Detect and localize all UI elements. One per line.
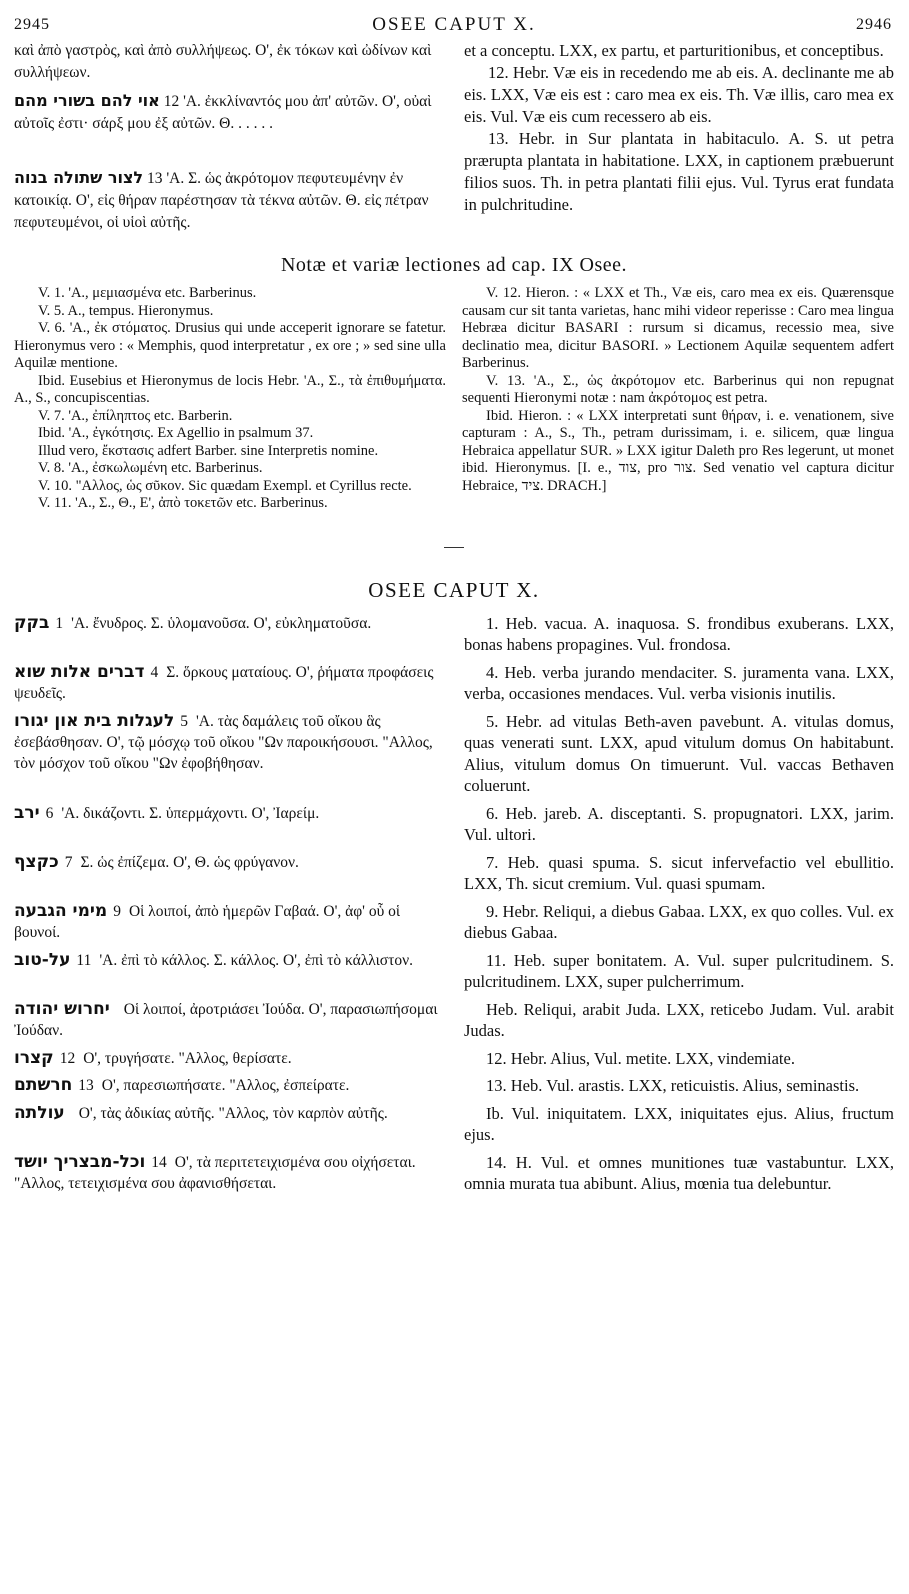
greek-cell (14, 901, 444, 944)
greek-text: 13 'Α. Σ. ὡς ἀκρότομον πεφυτευμένην ἐν κατοικίᾳ. Ο', εἰς θήραν παρέστησαν τὰ τέκνα αὐτῶν. Θ. εἰς πέτραν πεφυτευμένοι, οἱ υἱοὶ αὐτῆς. (14, 170, 429, 231)
note-item: Ibid. 'Α., ἐγκότησις. Ex Agellio in psalmum 37. (38, 425, 314, 441)
greek-text: 'Α. ἐπὶ τὸ κάλλος. Σ. κάλλος. Ο', ἐπὶ τὸ κάλλιστον. (99, 951, 414, 969)
greek-column-top (14, 40, 444, 240)
hebrew-lemma: לעגלות בית און יגורו (14, 710, 175, 731)
greek-entry (14, 90, 444, 135)
greek-text: Ο', παρεσιωπήσατε. "Αλλος, ἐσπείρατε. (101, 1077, 350, 1094)
hebrew-lemma: יחרוש יהודה (14, 998, 110, 1019)
greek-text: Οἱ λοιποί, ἀπὸ ἡμερῶν Γαβαά. Ο', ἀφ' οὗ οἱ βουνοί. (14, 902, 401, 941)
greek-cell (14, 1075, 444, 1097)
greek-cell (14, 803, 444, 846)
hebrew-lemma: כקצף (14, 851, 59, 872)
running-title: OSEE CAPUT X. (372, 14, 536, 35)
verse-number: 4 (150, 663, 159, 681)
greek-text: 'Α. δικάζοντι. Σ. ὑπερμάχοντι. Ο', Ἰαρείμ. (61, 804, 320, 822)
greek-cell (14, 662, 444, 705)
note-item: V. 12. Hieron. : « LXX et Th., Væ eis, caro mea ex eis. Quærensque causam cur sit tanta varietas, hanc mihi videor reperisse : Caro mea lingua Hebræa dicitur BASARI : rursum si dicamus, recessio mea, sive declinatio mea, dicitur BASORI. » Lectionem Aquilæ sequentem adfert Barberinus. (462, 285, 894, 371)
hebrew-lemma: על-טוב (14, 949, 71, 970)
greek-cell (14, 999, 444, 1042)
note-item: Ibid. Eusebius et Hieronymus de locis Hebr. 'Α., Σ., τὰ ἐπιθυμήματα. A., S., concupiscentias. (14, 372, 446, 406)
latin-cell: 11. Heb. super bonitatem. A. Vul. super pulcritudinem. S. pulcritudinem. LXX, super pulcherrimum. (464, 950, 894, 991)
latin-entry: 13. Hebr. in Sur plantata in habitaculo. A. S. ut petra prærupta plantata in habitatione. LXX, in captionem præbuerunt filios suos. Th. in petra plantati filii ejus. Vul. Tyrus erat fundata in pulchritudine. (464, 129, 894, 214)
verse-number: 6 (45, 804, 54, 822)
hebrew-lemma: עולתה (14, 1102, 65, 1123)
hebrew-lemma: קצרו (14, 1047, 54, 1068)
latin-entry: 12. Hebr. Væ eis in recedendo me ab eis. A. declinante me ab eis. LXX, Væ eis est : caro mea ex eis. Th. Væ illis, caro mea ex eis. Vul. Væ eis cum recessero ab eis. (464, 63, 894, 126)
verse-number: 13 (78, 1077, 94, 1094)
note-item: V. 8. 'Α., ἐσκωλωμένη etc. Barberinus. (38, 460, 263, 476)
latin-column-top (464, 40, 894, 240)
document-page (14, 10, 894, 1201)
latin-cell: Heb. Reliqui, arabit Juda. LXX, reticebo Judam. Vul. arabit Judas. (464, 999, 894, 1040)
section-row (14, 1075, 894, 1097)
hebrew-lemma: מימי הגבעה (14, 900, 108, 921)
verse-number: 9 (113, 902, 121, 920)
greek-cell (14, 1103, 444, 1146)
verse-number: 7 (64, 853, 73, 871)
greek-text: Ο', τὰ περιτετειχισμένα σου οἰχήσεται. "Αλλος, τετειχισμένα σου ἀφανισθήσεται. (14, 1153, 416, 1192)
section-row (14, 613, 894, 656)
note-item: V. 10. "Αλλος, ὡς σῦκον. Sic quædam Exempl. et Cyrillus recte. (38, 477, 412, 494)
section-row (14, 950, 894, 993)
latin-cell: 5. Hebr. ad vitulas Beth-aven pavebunt. A. vitulas domus, quas venerati sunt. LXX, apud vitulum domus On habitabunt. Alius, vitulum domus On timuerunt. Vul. vaccas Bethaven coluerunt. (464, 711, 894, 795)
latin-cell: 14. H. Vul. et omnes munitiones tuæ vastabuntur. LXX, omnia murata tua abibunt. Alius, mœnia tua delebuntur. (464, 1152, 894, 1193)
notes-block (14, 285, 894, 513)
greek-cell (14, 950, 444, 993)
latin-cell: 1. Heb. vacua. A. inaquosa. S. frondibus exuberans. LXX, bonas habens propagines. Vul. frondosa. (464, 613, 894, 654)
note-item: V. 6. 'Α., ἐκ στόματος. Drusius qui unde acceperit ignorare se fatetur. Hieronymus vero : « Memphis, quod interpretatur , ex ore ; » sed sine ulla Aquilæ mentione. (14, 320, 446, 371)
greek-text: Ο', τρυγήσατε. "Αλλος, θερίσατε. (83, 1049, 292, 1067)
notes-right-column (462, 285, 894, 513)
latin-cell: 12. Hebr. Alius, Vul. metite. LXX, vindemiate. (486, 1048, 795, 1068)
note-item: Ibid. Hieron. : « LXX interpretati sunt θήραν, i. e. venationem, sive capturam : A., S., Th., petram durissimam, i. e. silicem, quæ lingua Hebraica appellatur SUR. » LXX igitur Daleth pro Res legerunt, ut monet ibid. Hieronymus. [I. e., צוד, pro צור. Sed venatio vel captura dicitur Hebraice, ציד. DRACH.] (462, 407, 894, 494)
section-row (14, 662, 894, 705)
section-row (14, 1103, 894, 1146)
section-row (14, 711, 894, 797)
verse-number: 12 (59, 1049, 76, 1067)
section-rows (14, 613, 894, 1195)
section-row (14, 1152, 894, 1195)
section-divider (444, 547, 464, 548)
greek-text: Οἱ λοιποί, ἀροτριάσει Ἰούδα. Ο', παρασιωπήσομαι Ἰούδαν. (14, 1000, 438, 1039)
notes-title: Notæ et variæ lectiones ad cap. IX Osee. (280, 254, 627, 276)
hebrew-lemma: לצור שתולה בנוה (14, 168, 144, 187)
left-page-number: 2945 (14, 16, 50, 33)
note-item: Illud vero, ἔκστασις adfert Barber. sine Interpretis nomine. (38, 442, 379, 459)
note-item: V. 11. 'Α., Σ., Θ., Ε', ἀπὸ τοκετῶν etc. Barberinus. (38, 495, 328, 511)
greek-cell (14, 852, 444, 895)
latin-cell: 9. Hebr. Reliqui, a diebus Gabaa. LXX, ex quo colles. Vul. ex diebus Gabaa. (464, 901, 894, 942)
latin-cell: Ib. Vul. iniquitatem. LXX, iniquitates ejus. Alius, fructum ejus. (464, 1103, 894, 1144)
greek-text: 'Α. τὰς δαμάλεις τοῦ οἴκου ἃς ἐσεβάσθησαν. Ο', τῷ μόσχῳ τοῦ οἴκου "Ων παροικήσουσι. "Αλλος, τὸν μόσχον τοῦ οἴκου "Ων ἐφοβήθησαν. (14, 712, 433, 772)
verse-number: 1 (55, 614, 64, 632)
section-row (14, 852, 894, 895)
greek-text: Ο', τὰς ἀδικίας αὐτῆς. "Αλλος, τὸν καρπὸν αὐτῆς. (78, 1104, 388, 1122)
note-item: V. 7. 'Α., ἐπίληπτος etc. Barberin. (38, 407, 233, 424)
section-row (14, 901, 894, 944)
hebrew-lemma: בקק (14, 612, 50, 633)
verse-number: 11 (76, 951, 92, 969)
hebrew-lemma: חרשתם (14, 1075, 73, 1095)
greek-text: Σ. ὅρκους ματαίους. Ο', ῥήματα προφάσεις ψευδεῖς. (14, 663, 434, 702)
hebrew-lemma: ירב (14, 802, 40, 823)
greek-cell (14, 1048, 444, 1070)
hebrew-lemma: אוי להם בשורי מהם (14, 91, 160, 110)
latin-cell: 7. Heb. quasi spuma. S. sicut infervefactio vel ebullitio. LXX, Th. sicut cremium. Vul. quasi spumam. (464, 852, 894, 893)
greek-entry (14, 167, 444, 234)
hebrew-lemma: דברים אלות שוא (14, 661, 145, 682)
note-item: V. 1. 'Α., μεμιασμένα etc. Barberinus. (38, 285, 257, 301)
note-item: V. 13. 'Α., Σ., ὡς ἀκρότομον etc. Barberinus qui non repugnat sequenti Hieronymi notæ : nam ἀκρότομος est petra. (462, 372, 894, 406)
greek-cell (14, 1152, 444, 1195)
hebrew-lemma: וכל-מבצריך יושד (14, 1151, 146, 1172)
section-row (14, 803, 894, 846)
greek-entry (14, 40, 444, 84)
greek-text: καὶ ἀπὸ γαστρὸς, καὶ ἀπὸ συλλήψεως. Ο', ἐκ τόκων καὶ ὠδίνων καὶ συλλήψεων. (14, 42, 432, 81)
right-page-number: 2946 (856, 16, 892, 33)
latin-cell: 4. Heb. verba jurando mendaciter. S. juramenta vana. LXX, verba, occasiones mendaces. Vul. verba visionis inutilis. (464, 662, 894, 703)
latin-entry: et a conceptu. LXX, ex partu, et parturitionibus, et conceptibus. (464, 41, 884, 60)
greek-text: 12 'Α. ἐκκλίναντός μου ἀπ' αὐτῶν. Ο', οὐαὶ αὐτοῖς ἐστι· σάρξ μου ἐξ αὐτῶν. Θ. . . . . . (14, 93, 432, 132)
greek-text: Σ. ὡς ἐπίζεμα. Ο', Θ. ὡς φρύγανον. (80, 853, 299, 871)
section-row (14, 999, 894, 1042)
greek-cell (14, 613, 444, 656)
note-item: V. 5. A., tempus. Hieronymus. (38, 302, 214, 319)
section-row (14, 1048, 894, 1070)
page-header (14, 10, 894, 40)
notes-left-column (14, 285, 446, 513)
top-columns (14, 40, 894, 240)
verse-number: 5 (180, 712, 188, 730)
section-title: OSEE CAPUT X. (368, 577, 540, 602)
latin-cell: 13. Heb. Vul. arastis. LXX, reticuistis. Alius, seminastis. (486, 1076, 860, 1095)
greek-text: 'Α. ἔνυδρος. Σ. ὑλομανοῦσα. Ο', εὐκληματοῦσα. (71, 614, 372, 632)
verse-number: 14 (151, 1153, 167, 1171)
greek-cell (14, 711, 444, 797)
latin-cell: 6. Heb. jareb. A. disceptanti. S. propugnatori. LXX, jarim. Vul. ultori. (464, 803, 894, 844)
